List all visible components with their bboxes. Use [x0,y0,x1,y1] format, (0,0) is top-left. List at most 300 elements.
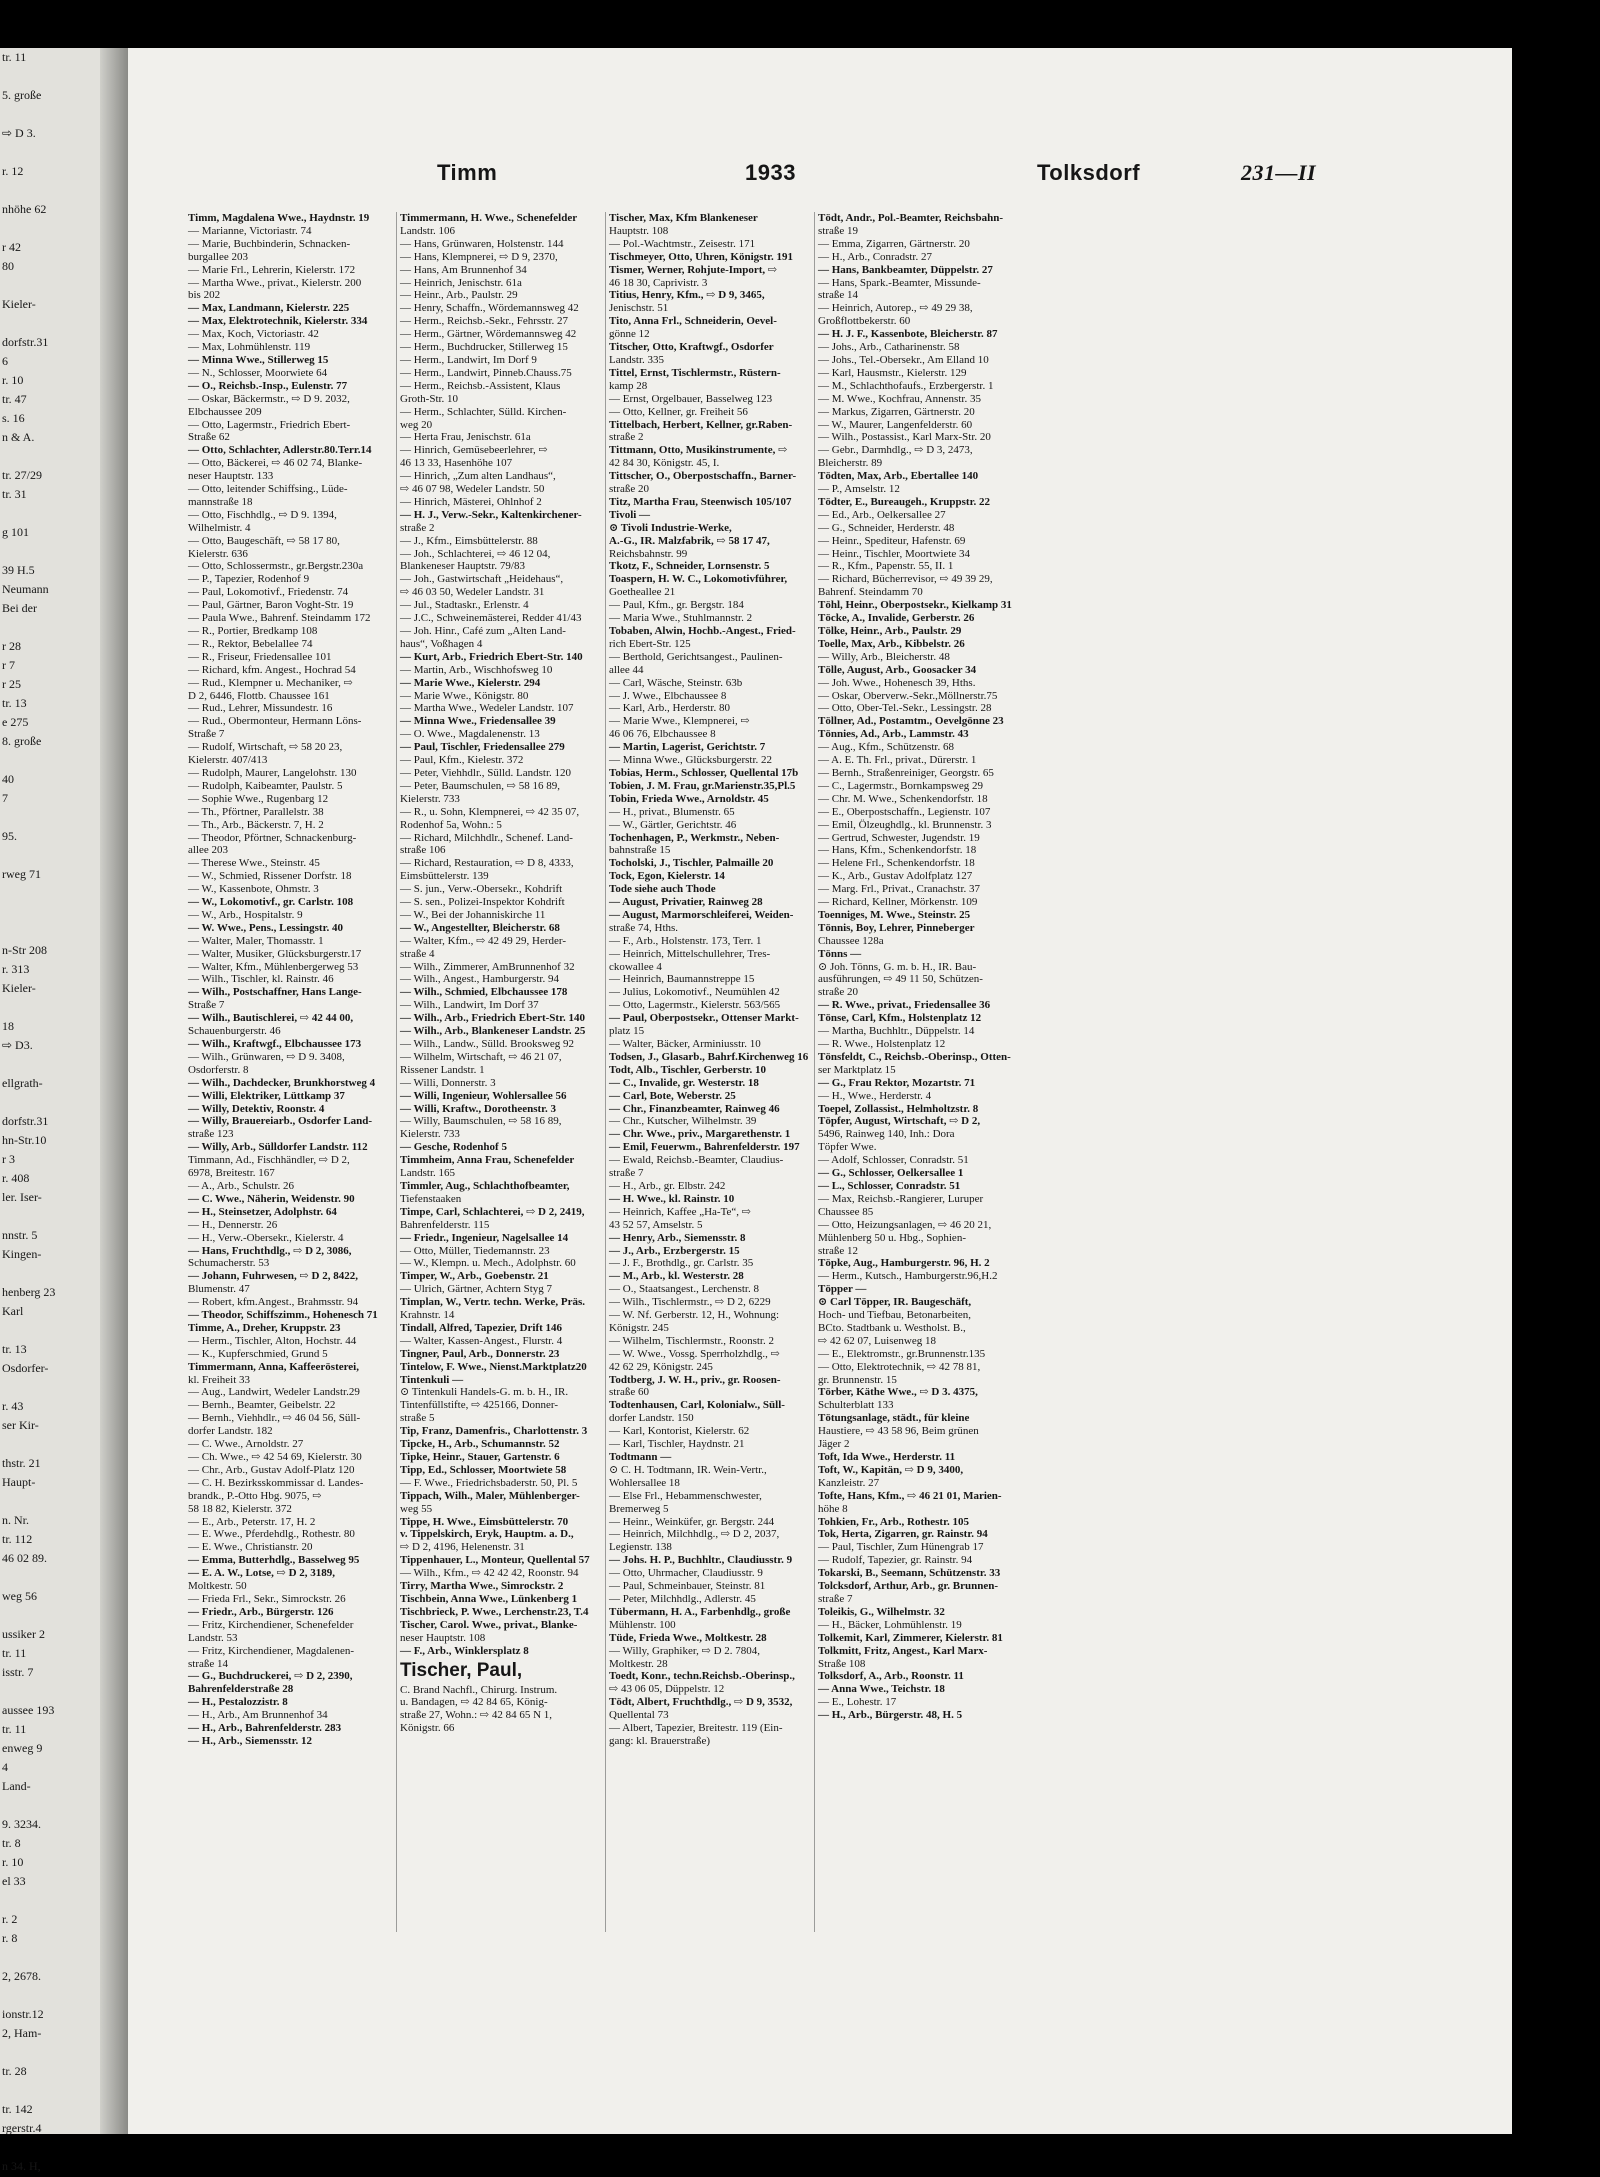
directory-entry: — Gertrud, Schwester, Jugendstr. 19 [818,831,980,844]
directory-entry: — Frieda Frl., Sekr., Simrockstr. 26 [188,1592,346,1605]
directory-entry: — G., Buchdruckerei, ⇨ D 2, 2390, [188,1670,353,1683]
directory-entry: Tintelow, F. Wwe., Nienst.Marktplatz20 [400,1360,587,1373]
directory-entry: straße 7 [609,1167,644,1180]
gutter-text-line: 6 [2,354,8,368]
directory-entry: Timmheim, Anna Frau, Schenefelder [400,1154,575,1167]
directory-entry: Todtenhausen, Carl, Kolonialw., Süll- [609,1399,785,1412]
directory-entry: C. Brand Nachfl., Chirurg. Instrum. [400,1683,558,1696]
directory-entry: Tofte, Hans, Kfm., ⇨ 46 21 01, Marien- [818,1489,1002,1502]
directory-entry: — Wilh., Zimmerer, AmBrunnenhof 32 [400,960,575,973]
directory-entry: Tolkemit, Karl, Zimmerer, Kielerstr. 81 [818,1631,1003,1644]
gutter-text-line [0,2138,128,2157]
directory-entry: — Hinrich, Gemüsebeerlehrer, ⇨ [400,444,548,457]
directory-entry: Bahrenfelderstr. 115 [400,1218,490,1231]
directory-entry: — C., Invalide, gr. Westerstr. 18 [609,1076,759,1089]
directory-entry: Schauenburgerstr. 46 [188,1025,281,1038]
directory-entry: Timplan, W., Vertr. techn. Werke, Präs. [400,1296,585,1309]
gutter-text-line: 9. 3234. [2,1817,41,1831]
directory-entry: — Max, Koch, Victoriastr. 42 [188,328,319,341]
directory-entry: Titscher, Otto, Kraftwgf., Osdorfer [609,341,774,354]
directory-entry: BCto. Stadtbank u. Westholst. B., [818,1321,966,1334]
directory-entry: — Helene Frl., Schenkendorfstr. 18 [818,857,975,870]
directory-entry: — Karl, Arb., Herderstr. 80 [609,702,730,715]
directory-entry: — M. Wwe., Kochfrau, Annenstr. 35 [818,392,981,405]
directory-entry: — Otto, Uhrmacher, Claudiusstr. 9 [609,1567,763,1580]
directory-entry: weg 20 [400,418,433,431]
directory-entry: — Kurt, Arb., Friedrich Ebert-Str. 140 [400,650,583,663]
directory-entry: — Marg. Frl., Privat., Cranachstr. 37 [818,883,981,896]
directory-entry: — H., Arb., gr. Elbstr. 242 [609,1179,726,1192]
directory-entry: — Herta Frau, Jenischstr. 61a [400,431,531,444]
gutter-text-line: ⇨ D3. [2,1038,33,1052]
directory-entry: — Markus, Zigarren, Gärtnerstr. 20 [818,405,975,418]
directory-entry: — Friedr., Ingenieur, Nagelsallee 14 [400,1231,569,1244]
directory-entry: — Heinr., Spediteur, Hafenstr. 69 [818,534,966,547]
directory-entry: — Herm., Reichsb.-Assistent, Klaus [400,379,561,392]
gutter-text-line: 18 [2,1019,14,1033]
gutter-text-line: n-Str 208 [2,943,47,957]
directory-entry: haus“, Voßhagen 4 [400,637,483,650]
directory-entry: — Peter, Baumschulen, ⇨ 58 16 89, [400,779,561,792]
directory-entry: — Gesche, Rodenhof 5 [400,1141,507,1154]
directory-entry: Tischbein, Anna Wwe., Lünkenberg 1 [400,1592,578,1605]
directory-entry: Tochenhagen, P., Werkmstr., Neben- [609,831,780,844]
directory-entry: — Max, Reichsb.-Rangierer, Luruper [818,1192,984,1205]
directory-entry: allee 203 [188,844,229,857]
directory-entry: — Wilh., Dachdecker, Brunkhorstweg 4 [188,1076,376,1089]
directory-entry: Timmler, Aug., Schlachthofbeamter, [400,1179,570,1192]
directory-entry: Tiefenstaaken [400,1192,462,1205]
directory-entry: dorfer Landstr. 182 [188,1425,273,1438]
directory-entry: Töpfer Wwe. [818,1141,877,1154]
directory-entry: — Theodor, Pförtner, Schnackenburg- [188,831,357,844]
directory-entry: — W. Nf. Gerberstr. 12, H., Wohnung: [609,1309,780,1322]
directory-entry: — E., Arb., Peterstr. 17, H. 2 [188,1515,316,1528]
directory-entry: — Carl, Bote, Weberstr. 25 [609,1089,736,1102]
directory-entry: — Martha Wwe., Wedeler Landstr. 107 [400,702,574,715]
directory-entry: u. Bandagen, ⇨ 42 84 65, König- [400,1696,548,1709]
gutter-text-line: Osdorfer- [2,1361,49,1375]
directory-entry: — H. Wwe., kl. Rainstr. 10 [609,1192,735,1205]
directory-entry: — Willy, Brauereiarb., Osdorfer Land- [188,1115,373,1128]
gutter-text-line: tr. 28 [2,2064,27,2078]
directory-entry: — Wilh., Arb., Friedrich Ebert-Str. 140 [400,1012,585,1025]
directory-entry: Groth-Str. 10 [400,392,459,405]
directory-entry: — Sophie Wwe., Rugenbarg 12 [188,792,329,805]
directory-entry: Todtberg, J. W. H., priv., gr. Roosen- [609,1373,781,1386]
directory-entry: — H., Steinsetzer, Adolphstr. 64 [188,1205,337,1218]
directory-entry: Jäger 2 [818,1438,850,1451]
directory-entry: Mühlenstr. 100 [609,1618,676,1631]
directory-entry: ⊙ Carl Töpper, IR. Baugeschäft, [818,1296,972,1309]
directory-entry: — Karl, Hausmstr., Kielerstr. 129 [818,366,967,379]
directory-entry: — Wilh., Arb., Blankeneser Landstr. 25 [400,1025,586,1038]
directory-entry: — Paul, Lokomotivf., Friedenstr. 74 [188,586,349,599]
gutter-text-line: r. 408 [2,1171,30,1185]
directory-entry: Tobaben, Alwin, Hochb.-Angest., Fried- [609,625,796,637]
directory-entry: — H., Wwe., Herderstr. 4 [818,1089,932,1102]
directory-entry: — Peter, Viehhdlr., Sülld. Landstr. 120 [400,766,572,779]
directory-entry: — Willy, Baumschulen, ⇨ 58 16 89, [400,1115,562,1128]
directory-entry: — Bernh., Viehhdlr., ⇨ 46 04 56, Süll- [188,1412,361,1425]
gutter-text-line: r. 10 [2,373,24,387]
directory-entry: straße 7 [818,1592,853,1605]
gutter-text-line: n 34. H, [2,2159,41,2173]
directory-entry: — O., Reichsb.-Insp., Eulenstr. 77 [188,379,348,392]
gutter-text-line: ussiker 2 [2,1627,45,1641]
gutter-text-line: r. 313 [2,962,30,976]
directory-entry: ⇨ 46 07 98, Wedeler Landstr. 50 [400,483,545,496]
directory-entry: — H., Arb., Bahrenfelderstr. 283 [188,1722,342,1735]
directory-entry: Töpfer, August, Wirtschaft, ⇨ D 2, [818,1115,981,1128]
directory-entry: — Otto, Müller, Tiedemannstr. 23 [400,1244,550,1257]
directory-entry: — Johs., Tel.-Obersekr., Am Elland 10 [818,353,989,366]
directory-entry: — Hans, Fruchthdlg., ⇨ D 2, 3086, [188,1244,352,1257]
directory-entry: — Max, Elektrotechnik, Kielerstr. 334 [188,315,368,328]
directory-entry: — E., Elektromstr., gr.Brunnenstr.135 [818,1347,986,1360]
directory-entry: — C. H. Bezirksskommissar d. Landes- [188,1476,364,1489]
directory-entry: — Hans, Klempnerei, ⇨ D 9, 2370, [400,250,558,263]
directory-entry: — Wilh., Postassist., Karl Marx-Str. 20 [818,431,991,444]
directory-entry: — K., Kupferschmied, Grund 5 [188,1347,328,1360]
directory-entry: — R., u. Sohn, Klempnerei, ⇨ 42 35 07, [400,805,580,818]
directory-entry: Osdorferstr. 8 [188,1063,249,1076]
directory-entry: — M., Arb., kl. Westerstr. 28 [609,1270,744,1283]
directory-entry: Straße 7 [188,999,225,1012]
directory-entry: straße 123 [188,1128,234,1141]
directory-entry: — Ed., Arb., Oelkersallee 27 [818,508,946,521]
directory-entry: — Martin, Arb., Wischhofsweg 10 [400,663,553,676]
directory-entry: — Paul, Tischler, Friedensallee 279 [400,741,565,754]
directory-entry: — Hinrich, Mästerei, Ohlnhof 2 [400,495,542,508]
directory-columns [188,212,1424,1932]
directory-entry: v. Tippelskirch, Eryk, Hauptm. a. D., [400,1528,574,1541]
directory-entry: Moltkestr. 28 [609,1657,668,1670]
directory-entry: gr. Brunnenstr. 15 [818,1373,897,1386]
directory-entry: — Adolf, Schlosser, Conradstr. 51 [818,1154,969,1167]
directory-entry: Tittel, Ernst, Tischlermstr., Rüstern- [609,366,781,379]
directory-entry: Tode siehe auch Thode [609,883,716,896]
directory-entry: — Richard, kfm. Angest., Hochrad 54 [188,663,356,676]
directory-entry: straße 74, Hths. [609,921,679,934]
directory-entry: — Herm., Schlachter, Sülld. Kirchen- [400,405,567,418]
directory-entry: Törber, Käthe Wwe., ⇨ D 3. 4375, [818,1386,978,1399]
directory-entry: 42 62 29, Königstr. 245 [609,1360,713,1373]
directory-entry: Tipp, Ed., Schlosser, Moortwiete 58 [400,1463,567,1476]
directory-entry: — W., Schmied, Rissener Dorfstr. 18 [188,870,352,883]
directory-entry: Tönnies, Ad., Arb., Lammstr. 43 [818,728,969,741]
directory-entry: Tolkmitt, Fritz, Angest., Karl Marx- [818,1644,988,1657]
directory-entry: — Heinr., Arb., Paulstr. 29 [400,289,518,302]
directory-entry: — Max, Landmann, Kielerstr. 225 [188,302,350,315]
directory-entry: — Bernh., Beamter, Geibelstr. 22 [188,1399,336,1412]
directory-entry: — W., Maurer, Langenfelderstr. 60 [818,418,973,431]
directory-entry: — Therese Wwe., Steinstr. 45 [188,857,320,870]
directory-entry: straße 19 [818,224,859,237]
directory-entry: — Richard, Bücherrevisor, ⇨ 49 39 29, [818,573,993,586]
directory-entry: Wohlersallee 18 [609,1476,680,1489]
directory-entry: Töllner, Ad., Postamtm., Oevelgönne 23 [818,715,1004,728]
directory-entry: Toft, Ida Wwe., Herderstr. 11 [818,1451,956,1463]
directory-entry: bis 202 [188,289,221,302]
directory-entry: Tintenkuli — [400,1373,464,1386]
gutter-text-line: aussee 193 [2,1703,55,1717]
directory-entry: — Wilh., Bautischlerei, ⇨ 42 44 00, [188,1012,354,1025]
directory-entry: — Marie Frl., Lehrerin, Kielerstr. 172 [188,263,356,276]
column-3 [606,212,815,1932]
directory-entry: dorfer Landstr. 150 [609,1412,694,1425]
book-spine [100,48,128,2134]
directory-entry: Toelle, Max, Arb., Kibbelstr. 26 [818,637,965,650]
gutter-text-line: isstr. 7 [2,1665,34,1679]
directory-entry: — W., Lokomotivf., gr. Carlstr. 108 [188,896,354,909]
running-header [180,160,1400,194]
directory-entry: Toedt, Konr., techn.Reichsb.-Oberinsp., [609,1670,795,1683]
directory-entry: — Herm., Tischler, Alton, Hochstr. 44 [188,1334,357,1347]
directory-entry: — Johs., Arb., Catharinenstr. 58 [818,341,960,354]
directory-entry: — Johs. H. P., Buchhltr., Claudiusstr. 9 [609,1554,793,1567]
directory-entry: Blankeneser Hauptstr. 79/83 [400,560,525,573]
gutter-text-line: el 33 [2,1874,26,1888]
directory-entry: — Otto, Heizungsanlagen, ⇨ 46 20 21, [818,1218,992,1231]
directory-entry: Töpper — [818,1283,867,1296]
directory-entry: — Emma, Zigarren, Gärtnerstr. 20 [818,237,970,250]
directory-entry: — Heinrich, Autorep., ⇨ 49 29 38, [818,302,973,315]
directory-entry: — Otto, Fischhdlg., ⇨ D 9. 1394, [188,508,337,521]
directory-entry: — Wilh., Postschaffner, Hans Lange- [188,986,362,999]
gutter-text-line: nhöhe 62 [2,202,47,216]
directory-entry: Rodenhof 5a, Wohn.: 5 [400,818,502,831]
directory-entry: ⊙ Joh. Tönns, G. m. b. H., IR. Bau- [818,960,977,973]
gutter-text-line: dorfstr.31 [2,335,49,349]
directory-entry: bahnstraße 15 [609,844,671,857]
directory-entry: — Otto, Lagermstr., Kielerstr. 563/565 [609,999,781,1012]
directory-entry: — J., Arb., Erzbergerstr. 15 [609,1244,740,1257]
directory-entry: — W., Bei der Johanniskirche 11 [400,908,546,921]
directory-entry: ⊙ Tivoli Industrie-Werke, [609,521,732,534]
directory-entry: — Otto, Lagermstr., Friedrich Ebert- [188,418,351,431]
directory-entry: — Wilh., Tischlermstr., ⇨ D 2, 6229 [609,1296,771,1309]
directory-entry: straße 12 [818,1244,859,1257]
gutter-text-line: 4 [2,1760,8,1774]
directory-entry: straße 20 [818,986,859,999]
column-2 [397,212,606,1932]
directory-entry: Goetheallee 21 [609,586,676,599]
gutter-text-line: r 25 [2,677,21,691]
directory-entry: — Emil, Feuerwm., Bahrenfelderstr. 197 [609,1141,800,1154]
directory-entry: Töcke, A., Invalide, Gerberstr. 26 [818,612,975,625]
gutter-text-line: dorfstr.31 [2,1114,49,1128]
directory-entry: — Richard, Milchhdlr., Schenef. Land- [400,831,573,844]
directory-entry: Quellental 73 [609,1709,669,1722]
directory-entry: — Jul., Stadtaskr., Erlenstr. 4 [400,599,529,612]
directory-entry: — H. J. F., Kassenbote, Bleicherstr. 87 [818,328,998,341]
directory-entry: Königstr. 245 [609,1321,669,1334]
directory-entry: — Ernst, Orgelbauer, Basselweg 123 [609,392,773,405]
gutter-text-line: Land- [2,1779,31,1793]
directory-entry: — Otto, Bäckerei, ⇨ 46 02 74, Blanke- [188,457,363,470]
column-4 [815,212,1024,1932]
directory-entry: Todtmann — [609,1451,672,1463]
directory-entry: — Oskar, Oberverw.-Sekr.,Möllnerstr.75 [818,689,998,702]
directory-entry: — Minna Wwe., Friedensallee 39 [400,715,556,728]
directory-entry: Bleicherstr. 89 [818,457,883,470]
directory-entry: Reichsbahnstr. 99 [609,547,688,560]
directory-entry: — J.C., Schweinemästerei, Redder 41/43 [400,612,582,625]
directory-entry: — Rudolph, Maurer, Langelohstr. 130 [188,766,357,779]
gutter-text-line: r. 8 [2,1931,18,1945]
directory-entry: — Otto, Elektrotechnik, ⇨ 42 78 81, [818,1360,981,1373]
gutter-text-line: tr. 112 [2,1532,33,1546]
directory-entry: — C. Wwe., Arnoldstr. 27 [188,1438,304,1451]
directory-entry: — H., Dennerstr. 26 [188,1218,278,1231]
directory-entry: — Berthold, Gerichtsangest., Paulinen- [609,650,783,663]
directory-entry: Landstr. 335 [609,353,664,366]
gutter-text-line: tr. 142 [2,2102,33,2116]
directory-entry: — R. Wwe., privat., Friedensallee 36 [818,999,991,1012]
directory-entry: — Heinrich, Milchhdlg., ⇨ D 2, 2037, [609,1528,780,1541]
directory-entry: — Herm., Kutsch., Hamburgerstr.96,H.2 [818,1270,998,1283]
directory-entry: straße 4 [400,947,435,960]
directory-entry: — Richard, Restauration, ⇨ D 8, 4333, [400,857,574,870]
directory-entry: Tocholski, J., Tischler, Palmaille 20 [609,857,774,870]
directory-entry: — Martha, Buchhltr., Düppelstr. 14 [818,1025,975,1038]
gutter-text-line: ⇨ D 3. [2,126,36,140]
directory-entry: — F., Arb., Holstenstr. 173, Terr. 1 [609,934,762,947]
directory-entry: burgallee 203 [188,250,248,263]
directory-entry: Tischer, Carol. Wwe., privat., Blanke- [400,1618,578,1631]
directory-entry: straße 2 [400,521,435,534]
directory-entry: — Albert, Tapezier, Breitestr. 119 (Ein- [609,1722,783,1735]
directory-entry: — E., Lohestr. 17 [818,1696,897,1709]
gutter-text-line: tr. 31 [2,487,27,501]
gutter-text-line: 46 02 89. [2,1551,47,1565]
directory-entry: straße 5 [400,1412,435,1425]
directory-entry: — Joh., Schlachterei, ⇨ 46 12 04, [400,547,551,560]
directory-entry: — Walter, Musiker, Glücksburgerstr.17 [188,947,362,960]
directory-entry: — Hans, Spark.-Beamter, Missunde- [818,276,981,289]
directory-entry: — Martha Wwe., privat., Kielerstr. 200 [188,276,362,289]
directory-entry: platz 15 [609,1025,645,1038]
gutter-text-line: Bei der [2,601,37,615]
directory-entry: Tittscher, O., Oberpostschaffn., Barner- [609,470,797,483]
directory-entry: — J., Kfm., Eimsbüttelerstr. 88 [400,534,538,547]
directory-entry: — W., Arb., Hospitalstr. 9 [188,908,303,921]
directory-entry: Tübermann, H. A., Farbenhdlg., große [609,1605,791,1618]
directory-entry: Tintenfüllstifte, ⇨ 425166, Donner- [400,1399,558,1412]
directory-entry: Tödt, Albert, Fruchthdlg., ⇨ D 9, 3532, [609,1696,793,1709]
directory-entry: Tirry, Martha Wwe., Simrockstr. 2 [400,1580,564,1593]
directory-entry: — H., Arb., Siemensstr. 12 [188,1734,312,1747]
gutter-text-line: Kingen- [2,1247,42,1261]
directory-entry: Tödt, Andr., Pol.-Beamter, Reichsbahn- [818,212,1003,224]
directory-entry: Hoch- und Tiefbau, Betonarbeiten, [818,1309,972,1322]
directory-entry: Straße 108 [818,1657,866,1670]
directory-entry: — Hans, Kfm., Schenkendorfstr. 18 [818,844,977,857]
directory-entry: — Heinrich, Jenischstr. 61a [400,276,522,289]
directory-entry: Königstr. 66 [400,1722,455,1735]
directory-entry: — Heinrich, Mittelschullehrer, Tres- [609,947,771,960]
directory-entry: — W., Kassenbote, Ohmstr. 3 [188,883,319,896]
directory-entry: straße 27, Wohn.: ⇨ 42 84 65 N 1, [400,1709,553,1722]
directory-entry: Tischer, Max, Kfm Blankeneser [609,212,758,224]
directory-entry: — Heinrich, Baumannstreppe 15 [609,973,755,986]
directory-entry: Tönnis, Boy, Lehrer, Pinneberger [818,921,975,934]
directory-entry: Todt, Alb., Tischler, Gerberstr. 10 [609,1063,766,1076]
gutter-text-line: r. 43 [2,1399,24,1413]
gutter-text-line: tr. 27/29 [2,468,43,482]
directory-entry: Chaussee 128a [818,934,884,947]
directory-entry: — O. Wwe., Magdalenenstr. 13 [400,728,540,741]
gutter-text-line: n. Nr. [2,1513,29,1527]
directory-entry: Landstr. 53 [188,1631,238,1644]
directory-entry: — Marie Wwe., Kielerstr. 294 [400,676,541,689]
directory-entry: — E. Wwe., Pferdehdlg., Rothestr. 80 [188,1528,355,1541]
gutter-text-line: g 101 [2,525,29,539]
directory-entry: — A. E. Th. Frl., privat., Dürerstr. 1 [818,754,977,767]
directory-entry: — N., Schlosser, Moorwiete 64 [188,366,328,379]
directory-entry: — F. Wwe., Friedrichsbaderstr. 50, Pl. 5 [400,1476,578,1489]
gutter-text-line: ser Kir- [2,1418,39,1432]
directory-entry: — Wilh., Landw., Sülld. Brooksweg 92 [400,1038,575,1050]
directory-entry: Bremerweg 5 [609,1502,669,1515]
directory-entry: — Rud., Lehrer, Missundestr. 16 [188,702,333,715]
gutter-text-line: 7 [2,791,8,805]
gutter-text-line: tr. 8 [2,1836,21,1850]
directory-entry: — Hans, Grünwaren, Holstenstr. 144 [400,237,564,250]
directory-entry: — Peter, Milchhdlg., Adlerstr. 45 [609,1592,756,1605]
directory-entry: Landstr. 165 [400,1167,455,1180]
directory-entry: — Emma, Butterhdlg., Basselweg 95 [188,1554,360,1567]
directory-entry: — Walter, Bäcker, Arminiusstr. 10 [609,1038,761,1050]
directory-entry: — Rud., Klempner u. Mechaniker, ⇨ [188,676,353,689]
directory-entry: — Willi, Kraftw., Dorotheenstr. 3 [400,1102,557,1115]
directory-entry: — Herm., Reichsb.-Sekr., Fehrsstr. 27 [400,315,569,328]
directory-entry: — Emil, Ölzeughdlg., kl. Brunnenstr. 3 [818,818,992,831]
gutter-text-line: 39 H.5 [2,563,35,577]
gutter-text-line: r 7 [2,658,15,672]
directory-entry: — Julius, Lokomotivf., Neumühlen 42 [609,986,780,999]
directory-entry: — G., Schlosser, Oelkersallee 1 [818,1167,964,1180]
directory-entry: — Rudolph, Kaibeamter, Paulstr. 5 [188,779,343,792]
directory-entry: D 2, 6446, Flottb. Chaussee 161 [188,689,330,702]
directory-entry: Timper, W., Arb., Goebenstr. 21 [400,1270,549,1283]
directory-entry: Tito, Anna Frl., Schneiderin, Oevel- [609,315,777,328]
directory-entry: Mühlenberg 50 u. Hbg., Sophien- [818,1231,966,1244]
directory-entry: straße 2 [609,431,644,444]
directory-entry: — W. Wwe., Pens., Lessingstr. 40 [188,921,343,934]
directory-entry: — Joh. Hinr., Café zum „Alten Land- [400,625,566,637]
directory-entry: — Wilh., Kfm., ⇨ 42 42 42, Roonstr. 94 [400,1567,579,1580]
directory-entry: Timmermann, H. Wwe., Schenefelder [400,212,578,224]
directory-entry: — Max, Lohmühlenstr. 119 [188,341,311,354]
gutter-text-line: 40 [2,772,14,786]
directory-entry: — Rud., Obermonteur, Hermann Löns- [188,715,362,728]
directory-entry: kamp 28 [609,379,648,392]
directory-entry: — Heinr., Tischler, Moortwiete 34 [818,547,971,560]
directory-entry: — Paul, Kfm., Kielestr. 372 [400,754,524,767]
directory-entry: 42 84 30, Königstr. 45, I. [609,457,720,470]
directory-entry: — Karl, Tischler, Haydnstr. 21 [609,1438,745,1451]
directory-entry: — Else Frl., Hebammenschwester, [609,1489,762,1502]
gutter-text-line: e 275 [2,715,29,729]
directory-entry: — C., Lagermstr., Bornkampsweg 29 [818,779,983,792]
directory-entry: — O., Staatsangest., Lerchenstr. 8 [609,1283,759,1296]
gutter-text-line: tr. 11 [2,1646,27,1660]
directory-entry: ausführungen, ⇨ 49 11 50, Schützen- [818,973,983,986]
directory-entry: Tödten, Max, Arb., Ebertallee 140 [818,470,979,483]
directory-entry: — Otto, leitender Schiffsing., Lüde- [188,483,348,496]
